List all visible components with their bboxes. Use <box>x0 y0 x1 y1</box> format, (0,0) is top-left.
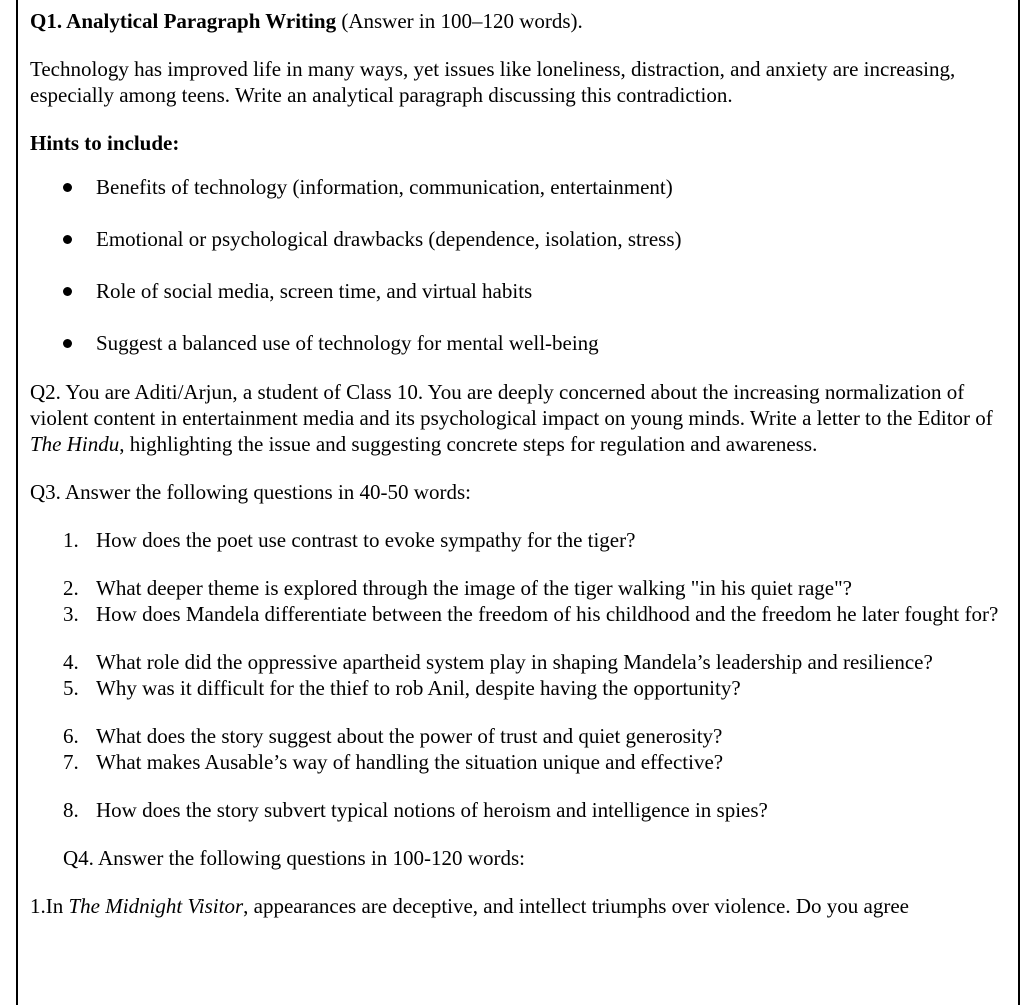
q1-title: Q1. Analytical Paragraph Writing <box>30 9 337 33</box>
q1-heading <box>30 8 1005 34</box>
hint-item: Suggest a balanced use of technology for mental well-being <box>30 330 1005 356</box>
list-item: 3. How does Mandela differentiate between the freedom of his childhood and the freedom he later fought for? <box>63 602 999 626</box>
list-item: 1. How does the poet use contrast to evoke sympathy for the tiger? <box>63 528 636 552</box>
bullet-icon <box>63 183 72 192</box>
q3-list <box>30 505 1005 823</box>
list-item: 4. What role did the oppressive apartheid system play in shaping Mandela’s leadership and resilience? <box>63 650 933 674</box>
q2-question: Q2. You are Aditi/Arjun, a student of Class 10. You are deeply concerned about the increasing normalization of violent content in entertainment media and its psychological impact on young minds. Write a letter to the Editor of The Hindu, highlighting the issue and suggesting concrete steps for regulation and awareness. <box>30 380 993 456</box>
list-item: 5. Why was it difficult for the thief to rob Anil, despite having the opportunity? <box>63 676 741 700</box>
bullet-icon <box>63 287 72 296</box>
q4-item-1: 1.In The Midnight Visitor, appearances are deceptive, and intellect triumphs over violence. Do you agree <box>30 894 909 918</box>
bullet-icon <box>63 235 72 244</box>
q3-title: Q3. Answer the following questions in 40-50 words: <box>30 480 471 504</box>
hint-item: Benefits of technology (information, communication, entertainment) <box>30 174 1005 200</box>
bullet-icon <box>63 339 72 348</box>
list-item: 2. What deeper theme is explored through the image of the tiger walking "in his quiet rage"? <box>63 576 852 600</box>
list-item: 7. What makes Ausable’s way of handling the situation unique and effective? <box>63 750 724 774</box>
list-item: 6. What does the story suggest about the power of trust and quiet generosity? <box>63 724 723 748</box>
q4-title: Q4. Answer the following questions in 100-120 words: <box>63 846 525 870</box>
worksheet <box>30 8 1005 919</box>
q1-prompt: Technology has improved life in many ways, yet issues like loneliness, distraction, and anxiety are increasing, especially among teens. Write an analytical paragraph discussing this contradiction. <box>30 57 956 107</box>
q1-word-limit: (Answer in 100–120 words). <box>336 9 583 33</box>
hints-title: Hints to include: <box>30 131 180 155</box>
list-item: 8. How does the story subvert typical notions of heroism and intelligence in spies? <box>63 798 768 822</box>
book-title: The Midnight Visitor <box>68 894 244 918</box>
hints-list <box>30 174 1005 356</box>
newspaper-name: The Hindu <box>30 432 120 456</box>
hint-item: Emotional or psychological drawbacks (dependence, isolation, stress) <box>30 226 1005 252</box>
hint-item: Role of social media, screen time, and virtual habits <box>30 278 1005 304</box>
